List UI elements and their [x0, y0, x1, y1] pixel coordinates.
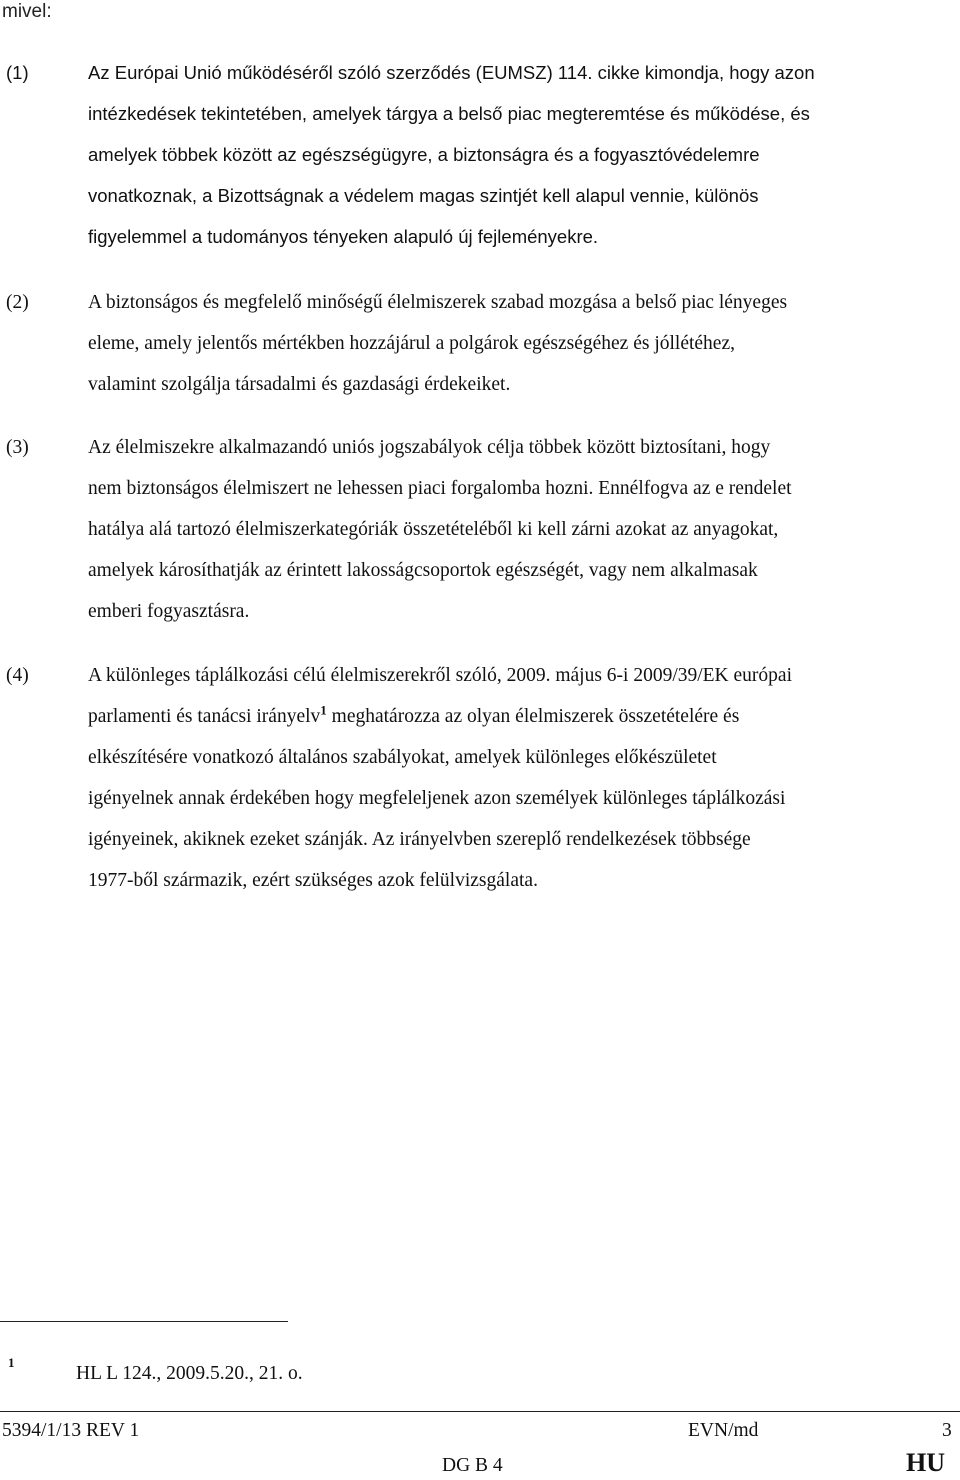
recital-number: (2): [6, 292, 29, 313]
text-line: nem biztonságos élelmiszert ne lehessen piaci forgalomba hozni. Ennélfogva az e rendelet: [88, 478, 792, 499]
text-line: figyelemmel a tudományos tényeken alapuló új fejleményekre.: [88, 226, 599, 247]
text-line: emberi fogyasztásra.: [88, 601, 250, 622]
text-segment: meghatározza az olyan élelmiszerek összetételére és: [326, 706, 740, 727]
text-line: valamint szolgálja társadalmi és gazdasági érdekeiket.: [88, 374, 511, 395]
text-line: igényelnek annak érdekében hogy megfeleljenek azon személyek különleges táplálkozási: [88, 788, 786, 809]
text-line: hatálya alá tartozó élelmiszerkategóriák összetételéből ki kell zárni azokat az anyagokat,: [88, 519, 779, 540]
footnote-reference[interactable]: 1: [320, 702, 327, 718]
footnote-separator: [0, 1321, 288, 1322]
recital-number: (4): [6, 665, 29, 686]
recital-number: (1): [6, 62, 29, 83]
text-line: igényeinek, akiknek ezeket szánják. Az irányelvben szereplő rendelkezések többsége: [88, 829, 751, 850]
footnote: [0, 1355, 960, 1385]
text-line: Az Európai Unió működéséről szóló szerződés (EUMSZ) 114. cikke kimondja, hogy azon: [88, 62, 815, 83]
directorate-code: DG B 4: [442, 1455, 503, 1476]
text-line: [88, 696, 960, 737]
text-line: elkészítésére vonatkozó általános szabályokat, amelyek különleges előkészületet: [88, 747, 717, 768]
footnote-text: HL L 124., 2009.5.20., 21. o.: [76, 1363, 303, 1384]
recital-text: [88, 655, 960, 901]
text-segment: parlamenti és tanácsi irányelv: [88, 706, 321, 727]
text-line: eleme, amely jelentős mértékben hozzájárul a polgárok egészségéhez és jóllétéhez,: [88, 333, 735, 354]
page-number: 3: [942, 1420, 952, 1441]
text-line: intézkedések tekintetében, amelyek tárgya a belső piac megteremtése és működése, és: [88, 103, 810, 124]
recital-text: [88, 427, 960, 632]
text-line: A különleges táplálkozási célú élelmiszerekről szóló, 2009. május 6-i 2009/39/EK európai: [88, 665, 792, 686]
text-line: amelyek károsíthatják az érintett lakosságcsoportok egészségét, vagy nem alkalmasak: [88, 560, 758, 581]
author-code: EVN/md: [688, 1420, 759, 1441]
text-line: amelyek többek között az egészségügyre, a biztonságra és a fogyasztóvédelemre: [88, 144, 760, 165]
intro-text: mivel:: [2, 1, 52, 22]
text-line: Az élelmiszekre alkalmazandó uniós jogszabályok célja többek között biztosítani, hogy: [88, 437, 771, 458]
footnote-mark: 1: [8, 1355, 15, 1370]
recital-text: [88, 282, 960, 405]
document-reference: 5394/1/13 REV 1: [2, 1420, 140, 1441]
recital-number: (3): [6, 437, 29, 458]
language-code: HU: [906, 1448, 945, 1477]
footer-divider: [0, 1411, 960, 1412]
text-line: A biztonságos és megfelelő minőségű élelmiszerek szabad mozgása a belső piac lényeges: [88, 292, 788, 313]
recital-text: [88, 52, 960, 257]
text-line: vonatkoznak, a Bizottságnak a védelem magas szintjét kell alapul vennie, különös: [88, 185, 759, 206]
text-line: 1977-ből származik, ezért szükséges azok felülvizsgálata.: [88, 870, 538, 891]
